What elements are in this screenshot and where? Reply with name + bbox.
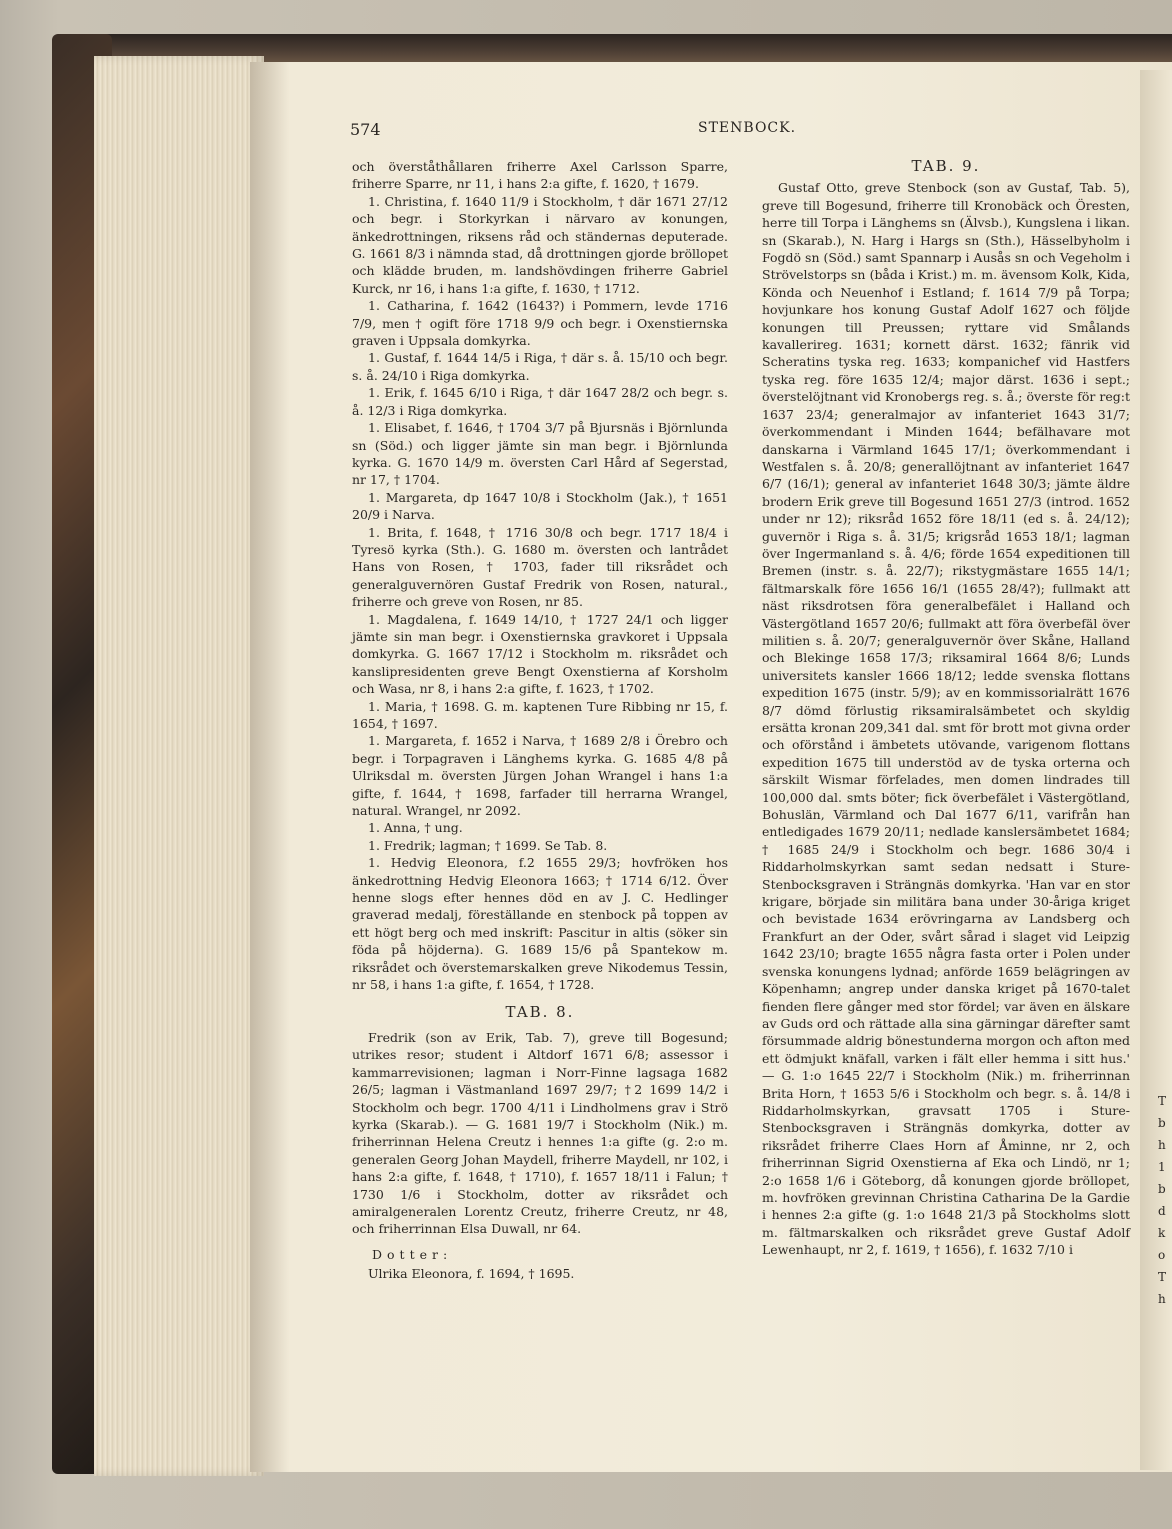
margin-fragment: h bbox=[1158, 1138, 1166, 1152]
margin-fragment: d bbox=[1158, 1204, 1166, 1218]
paragraph: 1. Margareta, dp 1647 10/8 i Stockholm (Jak.), † 1651 20/9 i Narva. bbox=[352, 489, 728, 523]
running-head: STENBOCK. bbox=[698, 120, 797, 136]
paragraph: 1. Elisabet, f. 1646, † 1704 3/7 på Bjursnäs i Björnlunda sn (Söd.) och ligger jämte sin man begr. i Björnlunda kyrka. G. 1670 14/9 m. översten Carl Hård af Segerstad, nr 17, † 1704. bbox=[352, 420, 728, 488]
paragraph: 1. Erik, f. 1645 6/10 i Riga, † där 1647 28/2 och begr. s. å. 12/3 i Riga domkyrka. bbox=[352, 385, 728, 418]
tab8-paragraph: Fredrik (son av Erik, Tab. 7), greve till Bogesund; utrikes resor; student i Altdorf 1671 6/8; assessor i kammarrevisionen; lagman i Norr-Finne lagsaga 1682 26/5; lagman i Västmanland 1697 29/7; †2 1699 14/2 i Stockholm och begr. 1700 4/11 i Lindholmens grav i Strö kyrka (Skarab.). — G. 1681 19/7 i Stockholm (Nik.) m. friherrinnan Helena Creutz i hennes 1:a gifte (g. 2:o m. generalen Georg Johan Maydell, friherre Maydell, nr 102, i hans 2:a gifte, f. 1648, † 1710), f. 1657 18/11 i Falun; † 1730 1/6 i Stockholm, dotter av riksrådet och amiralgeneralen Lorentz Creutz, friherre Creutz, nr 48, och friherrinnan Elsa Duwall, nr 64. bbox=[352, 1029, 728, 1237]
margin-fragment: b bbox=[1158, 1182, 1166, 1196]
paragraph: 1. Anna, † ung. bbox=[368, 820, 463, 836]
paragraph: 1. Christina, f. 1640 11/9 i Stockholm, † där 1671 27/12 och begr. i Storkyrkan i närvaro av konungen, änkedrottningen, riksens råd och ständernas deputerade. G. 1661 8/3 i nämnda stad, då drottningen gjorde bröllopet och klädde bruden, m. landshövdingen friherre Gabriel Kurck, nr 16, i hans 1:a gifte, f. 1630, † 1712. bbox=[352, 193, 728, 296]
page-header bbox=[350, 120, 1000, 142]
left-column bbox=[352, 158, 728, 1283]
gutter-shadow bbox=[250, 62, 290, 1472]
paragraph: 1. Catharina, f. 1642 (1643?) i Pommern, levde 1716 7/9, men † ogift före 1718 9/9 och begr. i Oxenstiernska graven i Uppsala domkyrka. bbox=[352, 298, 728, 349]
paragraph: 1. Maria, † 1698. G. m. kaptenen Ture Ribbing nr 15, f. 1654, † 1697. bbox=[352, 698, 728, 731]
tab8-heading: TAB. 8. bbox=[505, 1002, 575, 1021]
margin-fragment: 1 bbox=[1158, 1160, 1166, 1174]
page-edges bbox=[94, 56, 264, 1476]
next-page-margin-fragments bbox=[1158, 1090, 1172, 1310]
paragraph: 1. Brita, f. 1648, † 1716 30/8 och begr. 1717 18/4 i Tyresö kyrka (Sth.). G. 1680 m. översten och lantrådet Hans von Rosen, † 1703, fader till riksrådet och generalguvernören Gustaf Fredrik von Rosen, natural., friherre och greve von Rosen, nr 85. bbox=[352, 524, 728, 610]
dotter-heading: Dotter: bbox=[372, 1246, 453, 1262]
paragraph: 1. Fredrik; lagman; † 1699. Se Tab. 8. bbox=[368, 837, 608, 853]
margin-fragment: T bbox=[1158, 1270, 1167, 1284]
margin-fragment: b bbox=[1158, 1116, 1166, 1130]
paragraph: 1. Magdalena, f. 1649 14/10, † 1727 24/1 och ligger jämte sin man begr. i Oxenstiernska gravkoret i Uppsala domkyrka. G. 1667 17/12 i Stockholm m. riksrådet och kanslipresidenten greve Bengt Oxenstierna af Korsholm och Wasa, nr 8, i hans 2:a gifte, f. 1623, † 1702. bbox=[352, 611, 728, 697]
margin-fragment: h bbox=[1158, 1292, 1166, 1306]
right-column bbox=[762, 158, 1130, 1259]
margin-fragment: k bbox=[1158, 1226, 1166, 1240]
dotter-paragraph: Ulrika Eleonora, f. 1694, † 1695. bbox=[368, 1266, 575, 1282]
tab9-paragraph: Gustaf Otto, greve Stenbock (son av Gustaf, Tab. 5), greve till Bogesund, friherre till Kronobäck och Öresten, herre till Torpa i Länghems sn (Älvsb.), Kungslena i likan. sn (Skarab.), N. Harg i Hargs sn (Sth.), Hässelbyholm i Fogdö sn (Söd.) samt Spannarp i Ausås sn och Vegeholm i Strövelstorps sn (båda i Krist.) m. m. ävensom Kolk, Kida, Könda och Neuenhof i Estland; f. 1614 7/9 på Torpa; hovjunkare hos konung Gustaf Adolf 1627 och följde konungen till Preussen; ryttare vid Smålands kavallerireg. 1631; kornett därst. 1632; fänrik vid Scheratins tyska reg. 1633; kompanichef vid Hastfers tyska reg. före 1635 12/4; major därst. 1636 i sept.; överstelöjtnant vid Kronobergs reg. s. å.; överste för reg:t 1637 23/4; generalmajor av infanteriet 1643 31/7; överkommendant i Minden 1644; befälhavare mot danskarna i Värmland 1645 17/1; överkommendant i Westfalen s. å. 20/8; generallöjtnant av infanteriet 1647 6/7 (16/1); general av infanteriet 1648 30/3; jämte äldre brodern Erik greve till Bogesund 1651 27/3 (introd. 1652 under nr 12); riksråd 1652 före 18/11 (ed s. å. 24/12); guvernör i Riga s. å. 31/5; krigsråd 1653 18/1; lagman över Ingermanland s. å. 4/6; förde 1654 expeditionen till Bremen (instr. s. å. 22/7); rikstygmästare 1655 14/1; fältmarskalk före 1656 16/1 (1655 28/4?); fullmakt att näst riksdrotsen föra generalbefälet i Halland och Västergötland 1657 20/6; fullmakt att föra överbefäl över militien s. å. 20/7; generalguvernör över Skåne, Halland och Blekinge 1658 17/3; riksamiral 1664 8/6; Lunds universitets kansler 1666 18/12; ledde svenska flottans expedition 1675 (instr. 5/9); av en kommissorialrätt 1676 8/7 dömd förlustig riksamiralsämbetet och skyldig ersätta kronan 209,341 dal. smt för brott mot givna order och oförstånd i ämbetets utövande, varigenom flottans expedition 1675 till understöd av de tyska orterna och särskilt Wismar förfelades, men domen lindrades till 100,000 dal. smts böter; fick överbefälet i Västergötland, Bohuslän, Värmland och Dal 1677 6/11, varifrån han entledigades 1679 20/11; nedlade kanslersämbetet 1684; † 1685 24/9 i Stockholm och begr. 1686 30/4 i Riddarholmskyrkan samt sedan nedsatt i Sture-Stenbocksgraven i Strängnäs domkyrka. 'Han var en stor krigare, började sin militära bana under 30-åriga kriget och bevistade 1634 erövringarna av Landsberg och Frankfurt an der Oder, svårt sårad i slaget vid Leipzig 1642 23/10; bragte 1655 några fasta orter i Polen under svenska konungens lydnad; anförde 1659 belägringen av Köpenhamn; angrep under danska kriget på 1670-talet fienden flere gånger med stor fördel; var även en älskare av Guds ord och rättade alla sina gärningar därefter samt försummade aldrig bönestunderna morgon och afton med ett ödmjukt knäfall, varken i fält eller hemma i sitt hus.' — G. 1:o 1645 22/7 i Stockholm (Nik.) m. friherrinnan Brita Horn, † 1653 5/6 i Stockholm och begr. s. å. 14/8 i Riddarholmskyrkan, gravsatt 1705 i Sture-Stenbocksgraven i Strängnäs domkyrka, dotter av riksrådet friherre Claes Horn af Åminne, nr 2, och friherrinnan Sigrid Oxenstierna af Eka och Lindö, nr 1; 2:o 1658 1/6 i Göteborg, då konungen gjorde bröllopet, m. hovfröken grevinnan Christina Catharina De la Gardie i hennes 2:a gifte (g. 1:o 1648 21/3 på Stockholms slott m. fältmarskalken och riksrådet greve Gustaf Adolf Lewenhaupt, nr 2, f. 1619, † 1656), f. 1632 7/10 i bbox=[762, 180, 1130, 1258]
margin-fragment: o bbox=[1158, 1248, 1166, 1262]
margin-fragment: T bbox=[1158, 1094, 1167, 1108]
paragraph: 1. Margareta, f. 1652 i Narva, † 1689 2/8 i Örebro och begr. i Torpagraven i Länghems kyrka. G. 1685 4/8 på Ulriksdal m. översten Jürgen Johan Wrangel i hans 1:a gifte, f. 1644, † 1698, farfader till herrarna Wrangel, natural. Wrangel, nr 2092. bbox=[352, 733, 728, 819]
tab9-heading: TAB. 9. bbox=[911, 157, 981, 175]
paragraph: och överståthållaren friherre Axel Carlsson Sparre, friherre Sparre, nr 11, i hans 2:a gifte, f. 1620, † 1679. bbox=[352, 159, 728, 192]
page-number: 574 bbox=[350, 120, 381, 139]
paragraph: 1. Gustaf, f. 1644 14/5 i Riga, † där s. å. 15/10 och begr. s. å. 24/10 i Riga domkyrka. bbox=[352, 350, 728, 383]
paragraph: 1. Hedvig Eleonora, f.2 1655 29/3; hovfröken hos änkedrottning Hedvig Eleonora 1663; † 1714 6/12. Över henne slogs efter hennes död en av J. C. Hedlinger graverad medalj, föreställande en stenbock på toppen av ett högt berg och med inskrift: Pascitur in altis (söker sin föda på höjderna). G. 1689 15/6 på Spantekow m. riksrådet och överstemarskalken greve Nikodemus Tessin, nr 58, i hans 1:a gifte, f. 1654, † 1728. bbox=[352, 855, 728, 993]
